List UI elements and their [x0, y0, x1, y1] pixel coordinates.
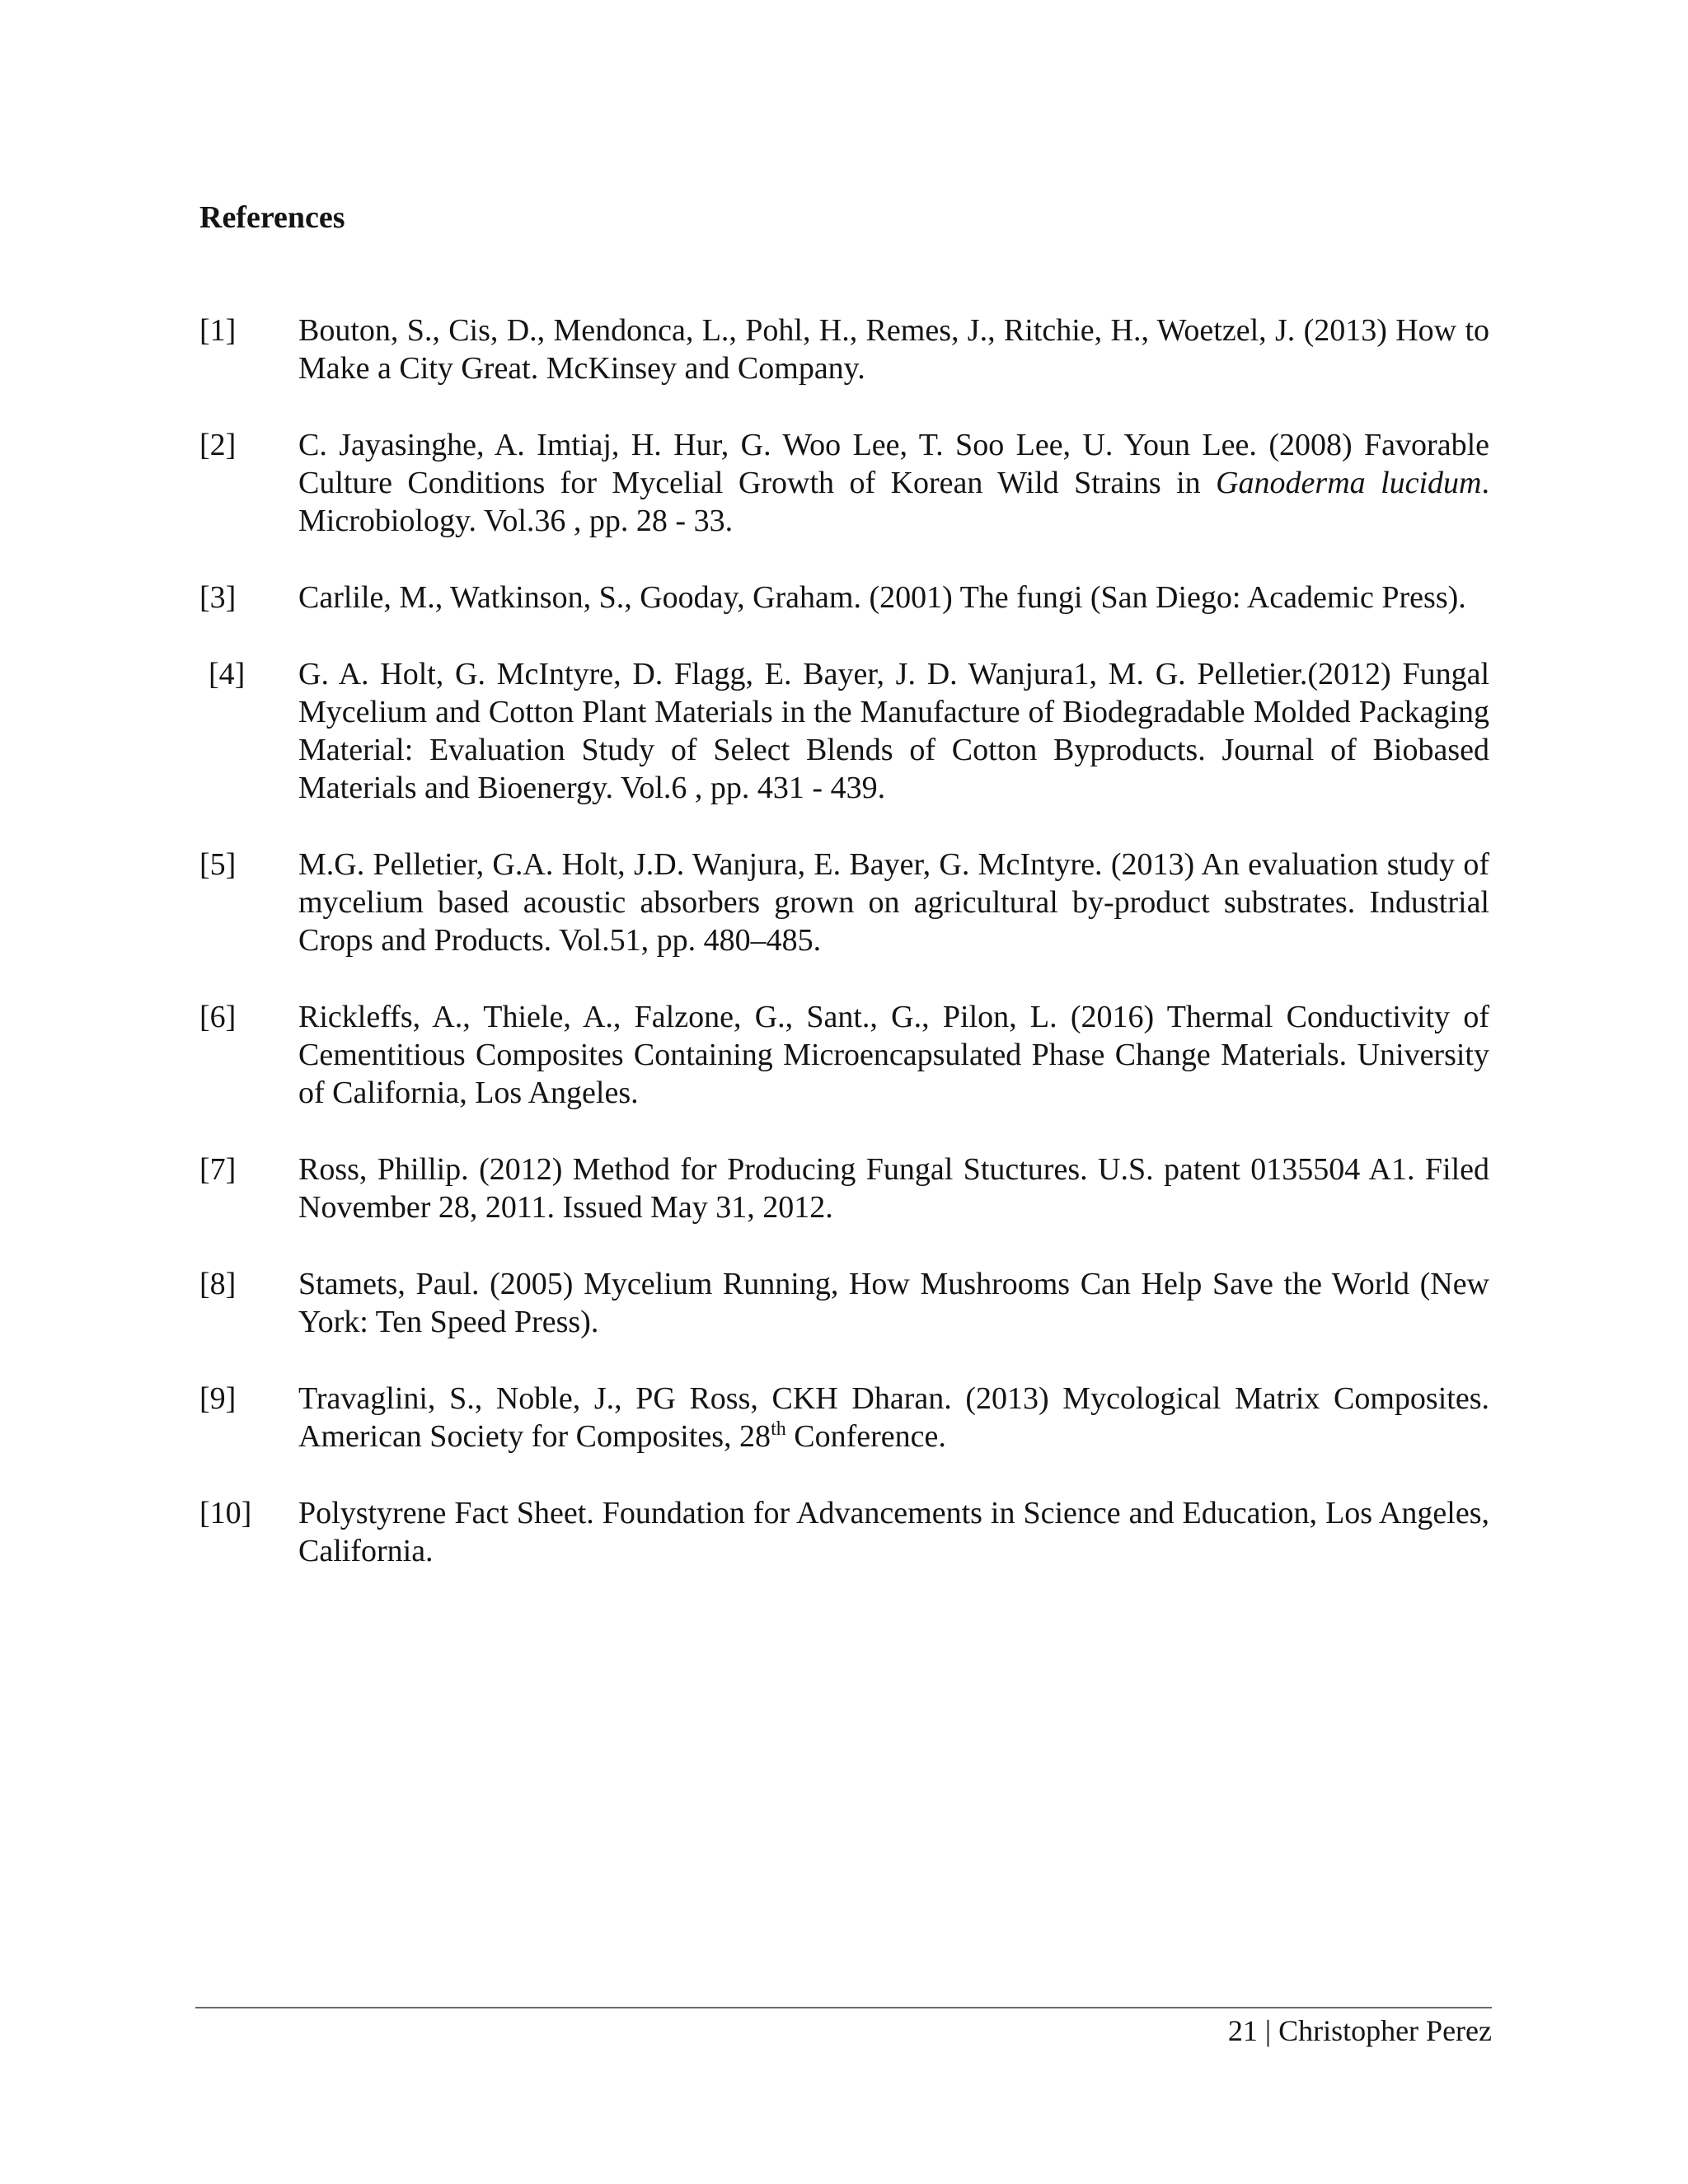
reference-number: [2] — [199, 428, 237, 462]
reference-text-part: Conference. — [785, 1419, 946, 1454]
reference-text: Polystyrene Fact Sheet. Foundation for Advancements in Science and Education, Los Angeles, California. — [298, 1496, 1489, 1568]
reference-text: Carlile, M., Watkinson, S., Gooday, Graham. (2001) The fungi (San Diego: Academic Press). — [298, 580, 1466, 615]
species-name-italic: Ganoderma lucidum — [1216, 466, 1482, 500]
reference-item-5 — [199, 846, 1489, 959]
reference-text: G. A. Holt, G. McIntyre, D. Flagg, E. Bayer, J. D. Wanjura1, M. G. Pelletier.(2012) Fungal Mycelium and Cotton Plant Materials in the Manufacture of Biodegradable Molded Packaging Material: Evaluation Study of Select Blends of Cotton Byproducts. Journal of Biobased Materials and Bioenergy. Vol.6 , pp. 431 - 439. — [298, 657, 1489, 805]
reference-item-2 — [199, 426, 1489, 540]
reference-text — [298, 426, 1489, 540]
footer-divider — [195, 2007, 1492, 2008]
reference-item-1 — [199, 312, 1489, 387]
reference-text: Stamets, Paul. (2005) Mycelium Running, How Mushrooms Can Help Save the World (New York: Ten Speed Press). — [298, 1267, 1489, 1339]
reference-number: [3] — [199, 580, 237, 615]
reference-item-10 — [199, 1494, 1489, 1570]
reference-number: [1] — [199, 313, 237, 348]
reference-number: [10] — [199, 1496, 252, 1530]
reference-item-9 — [199, 1380, 1489, 1455]
reference-text: Rickleffs, A., Thiele, A., Falzone, G., Sant., G., Pilon, L. (2016) Thermal Conductivity of Cementitious Composites Containing Microencapsulated Phase Change Materials. University of California, Los Angeles. — [298, 1000, 1489, 1110]
page-footer — [1228, 2012, 1492, 2050]
reference-text: Ross, Phillip. (2012) Method for Producing Fungal Stuctures. U.S. patent 0135504 A1. Filed November 28, 2011. Issued May 31, 2012. — [298, 1152, 1489, 1225]
reference-text: Bouton, S., Cis, D., Mendonca, L., Pohl, H., Remes, J., Ritchie, H., Woetzel, J. (2013) How to Make a City Great. McKinsey and Company. — [298, 313, 1489, 386]
reference-number: [9] — [199, 1381, 237, 1416]
reference-number: [7] — [199, 1152, 237, 1187]
reference-number: [8] — [199, 1267, 237, 1301]
reference-text-part: Travaglini, S., Noble, J., PG Ross, CKH Dharan. (2013) Mycological Matrix Composites. American Society for Composites, 28 — [298, 1381, 1489, 1454]
footer-separator: | — [1257, 2014, 1279, 2047]
reference-text — [298, 1380, 1489, 1455]
references-heading: References — [199, 200, 345, 235]
reference-text-part: . Microbiology. Vol.36 , pp. 28 - 33. — [298, 466, 1490, 538]
reference-number: [4] — [209, 657, 246, 691]
reference-item-6 — [199, 998, 1489, 1112]
reference-item-8 — [199, 1265, 1489, 1341]
reference-number: [5] — [199, 847, 237, 882]
page-number: 21 — [1227, 2014, 1258, 2047]
ordinal-superscript: th — [771, 1418, 786, 1440]
reference-number: [6] — [199, 1000, 237, 1034]
reference-item-4 — [199, 655, 1489, 807]
author-name: Christopher Perez — [1278, 2014, 1492, 2047]
reference-item-3 — [199, 579, 1489, 616]
reference-list — [199, 312, 1489, 1609]
reference-item-7 — [199, 1151, 1489, 1226]
reference-text-part: C. Jayasinghe, A. Imtiaj, H. Hur, G. Woo Lee, T. Soo Lee, U. Youn Lee. (2008) Favorable Culture Conditions for Mycelial Growth of Korean Wild Strains in — [298, 428, 1489, 500]
reference-text: M.G. Pelletier, G.A. Holt, J.D. Wanjura, E. Bayer, G. McIntyre. (2013) An evaluation study of mycelium based acoustic absorbers grown on agricultural by-product substrates. Industrial Crops and Products. Vol.51, pp. 480–485. — [298, 847, 1489, 958]
